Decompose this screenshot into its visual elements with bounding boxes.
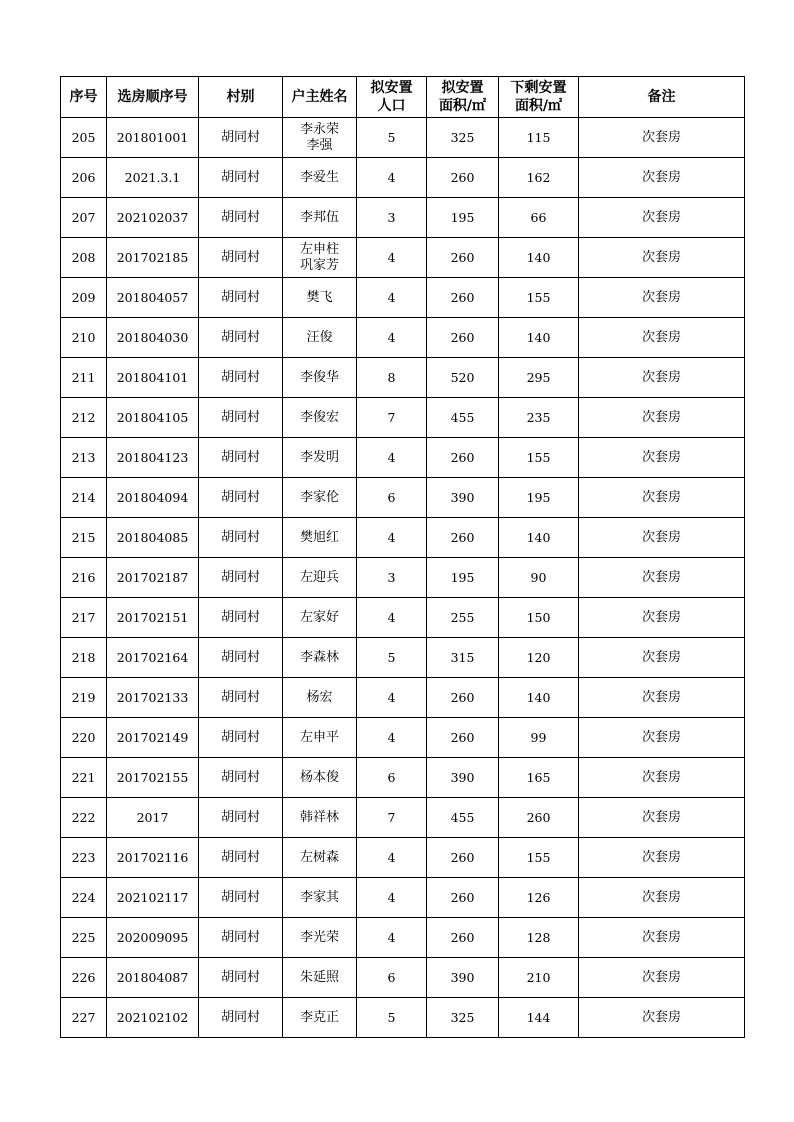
cell-name <box>283 118 357 158</box>
cell-order: 202009095 <box>107 918 199 958</box>
table-row <box>61 958 745 998</box>
cell-village: 胡同村 <box>199 518 283 558</box>
table-row <box>61 398 745 438</box>
cell-area: 260 <box>427 278 499 318</box>
cell-people: 5 <box>357 118 427 158</box>
cell-people: 4 <box>357 518 427 558</box>
header-no <box>61 77 107 118</box>
header-remain-line: 下剩安置 <box>510 80 567 96</box>
table-body <box>61 118 745 1038</box>
cell-village: 胡同村 <box>199 598 283 638</box>
cell-name <box>283 758 357 798</box>
cell-village: 胡同村 <box>199 678 283 718</box>
cell-note: 次套房 <box>579 318 745 358</box>
table-row <box>61 558 745 598</box>
cell-order: 201702185 <box>107 238 199 278</box>
cell-area: 260 <box>427 318 499 358</box>
cell-order: 201804094 <box>107 478 199 518</box>
table-row <box>61 118 745 158</box>
cell-name <box>283 478 357 518</box>
cell-no: 223 <box>61 838 107 878</box>
cell-note: 次套房 <box>579 638 745 678</box>
cell-name-line: 李爱生 <box>299 169 339 185</box>
table-header <box>61 77 745 118</box>
cell-people: 4 <box>357 318 427 358</box>
cell-name <box>283 278 357 318</box>
cell-order: 202102037 <box>107 198 199 238</box>
cell-no: 207 <box>61 198 107 238</box>
cell-area: 260 <box>427 838 499 878</box>
cell-people: 4 <box>357 718 427 758</box>
cell-note: 次套房 <box>579 598 745 638</box>
table-row <box>61 718 745 758</box>
cell-area: 260 <box>427 678 499 718</box>
cell-no: 213 <box>61 438 107 478</box>
cell-remain: 144 <box>499 998 579 1038</box>
cell-area: 260 <box>427 718 499 758</box>
cell-remain: 126 <box>499 878 579 918</box>
table-row <box>61 798 745 838</box>
cell-note: 次套房 <box>579 398 745 438</box>
cell-village: 胡同村 <box>199 918 283 958</box>
cell-order: 201804101 <box>107 358 199 398</box>
cell-no: 226 <box>61 958 107 998</box>
cell-name-line: 李强 <box>306 137 333 153</box>
cell-people: 3 <box>357 558 427 598</box>
cell-people: 5 <box>357 998 427 1038</box>
cell-people: 3 <box>357 198 427 238</box>
cell-no: 225 <box>61 918 107 958</box>
cell-order: 201804085 <box>107 518 199 558</box>
cell-order: 201804087 <box>107 958 199 998</box>
cell-order: 201702116 <box>107 838 199 878</box>
cell-note: 次套房 <box>579 558 745 598</box>
cell-area: 195 <box>427 198 499 238</box>
cell-people: 6 <box>357 958 427 998</box>
cell-remain: 66 <box>499 198 579 238</box>
header-no-line: 序号 <box>69 89 98 105</box>
cell-no: 215 <box>61 518 107 558</box>
cell-village: 胡同村 <box>199 998 283 1038</box>
cell-village: 胡同村 <box>199 358 283 398</box>
cell-area: 260 <box>427 158 499 198</box>
table-row <box>61 598 745 638</box>
cell-name <box>283 958 357 998</box>
cell-people: 4 <box>357 838 427 878</box>
cell-remain: 150 <box>499 598 579 638</box>
header-note-line: 备注 <box>647 89 676 105</box>
cell-area: 260 <box>427 238 499 278</box>
header-name-line: 户主姓名 <box>291 89 348 105</box>
cell-note: 次套房 <box>579 278 745 318</box>
cell-no: 227 <box>61 998 107 1038</box>
cell-name-line: 左树森 <box>299 849 339 865</box>
cell-no: 209 <box>61 278 107 318</box>
header-row <box>61 77 745 118</box>
cell-order: 201702164 <box>107 638 199 678</box>
cell-people: 6 <box>357 758 427 798</box>
cell-area: 260 <box>427 878 499 918</box>
cell-no: 210 <box>61 318 107 358</box>
cell-name <box>283 158 357 198</box>
cell-people: 4 <box>357 238 427 278</box>
cell-remain: 162 <box>499 158 579 198</box>
cell-village: 胡同村 <box>199 398 283 438</box>
cell-name-line: 樊飞 <box>306 289 333 305</box>
cell-people: 4 <box>357 278 427 318</box>
cell-village: 胡同村 <box>199 878 283 918</box>
cell-name <box>283 598 357 638</box>
cell-name-line: 朱延照 <box>299 969 339 985</box>
cell-name-line: 汪俊 <box>306 329 333 345</box>
table-row <box>61 158 745 198</box>
cell-note: 次套房 <box>579 518 745 558</box>
cell-no: 219 <box>61 678 107 718</box>
cell-village: 胡同村 <box>199 638 283 678</box>
cell-people: 8 <box>357 358 427 398</box>
cell-order: 201702187 <box>107 558 199 598</box>
header-people-line: 人口 <box>377 98 406 114</box>
cell-remain: 295 <box>499 358 579 398</box>
table-row <box>61 478 745 518</box>
cell-village: 胡同村 <box>199 718 283 758</box>
table-row <box>61 638 745 678</box>
cell-village: 胡同村 <box>199 958 283 998</box>
resettlement-table <box>60 76 745 1038</box>
cell-name <box>283 238 357 278</box>
cell-people: 4 <box>357 918 427 958</box>
header-order-line: 选房顺序号 <box>117 89 188 105</box>
cell-village: 胡同村 <box>199 238 283 278</box>
cell-note: 次套房 <box>579 998 745 1038</box>
cell-name-line: 李俊华 <box>299 369 339 385</box>
cell-no: 222 <box>61 798 107 838</box>
table-row <box>61 758 745 798</box>
cell-name <box>283 518 357 558</box>
cell-note: 次套房 <box>579 478 745 518</box>
cell-remain: 140 <box>499 518 579 558</box>
cell-village: 胡同村 <box>199 758 283 798</box>
cell-remain: 195 <box>499 478 579 518</box>
cell-no: 216 <box>61 558 107 598</box>
cell-name-line: 李森林 <box>299 649 339 665</box>
cell-remain: 165 <box>499 758 579 798</box>
cell-remain: 120 <box>499 638 579 678</box>
table-row <box>61 438 745 478</box>
cell-remain: 140 <box>499 678 579 718</box>
cell-village: 胡同村 <box>199 838 283 878</box>
cell-name-line: 左申平 <box>299 729 339 745</box>
cell-area: 455 <box>427 798 499 838</box>
cell-order: 2021.3.1 <box>107 158 199 198</box>
cell-name <box>283 678 357 718</box>
cell-area: 390 <box>427 478 499 518</box>
cell-order: 201804057 <box>107 278 199 318</box>
cell-village: 胡同村 <box>199 558 283 598</box>
cell-note: 次套房 <box>579 118 745 158</box>
cell-area: 260 <box>427 518 499 558</box>
cell-name <box>283 878 357 918</box>
table-row <box>61 918 745 958</box>
cell-area: 255 <box>427 598 499 638</box>
cell-name <box>283 798 357 838</box>
cell-people: 4 <box>357 678 427 718</box>
cell-name-line: 樊旭红 <box>299 529 339 545</box>
cell-no: 221 <box>61 758 107 798</box>
cell-order: 201804123 <box>107 438 199 478</box>
cell-area: 390 <box>427 758 499 798</box>
cell-remain: 115 <box>499 118 579 158</box>
cell-name <box>283 558 357 598</box>
cell-order: 201804105 <box>107 398 199 438</box>
cell-no: 208 <box>61 238 107 278</box>
header-village-line: 村别 <box>226 89 255 105</box>
cell-name-line: 李俊宏 <box>299 409 339 425</box>
cell-people: 5 <box>357 638 427 678</box>
cell-area: 325 <box>427 118 499 158</box>
cell-people: 6 <box>357 478 427 518</box>
cell-no: 217 <box>61 598 107 638</box>
cell-note: 次套房 <box>579 798 745 838</box>
cell-order: 201801001 <box>107 118 199 158</box>
cell-name-line: 李邦伍 <box>299 209 339 225</box>
cell-order: 202102117 <box>107 878 199 918</box>
cell-remain: 235 <box>499 398 579 438</box>
cell-name-line: 韩祥林 <box>299 809 339 825</box>
table-row <box>61 238 745 278</box>
cell-note: 次套房 <box>579 358 745 398</box>
cell-no: 220 <box>61 718 107 758</box>
cell-name-line: 杨宏 <box>306 689 333 705</box>
cell-no: 224 <box>61 878 107 918</box>
cell-name-line: 李克正 <box>299 1009 339 1025</box>
cell-remain: 99 <box>499 718 579 758</box>
cell-village: 胡同村 <box>199 438 283 478</box>
header-remain-line: 面积/㎡ <box>514 98 563 114</box>
cell-remain: 140 <box>499 238 579 278</box>
header-order <box>107 77 199 118</box>
cell-name-line: 左家好 <box>299 609 339 625</box>
cell-order: 201702155 <box>107 758 199 798</box>
cell-note: 次套房 <box>579 438 745 478</box>
cell-no: 218 <box>61 638 107 678</box>
table-row <box>61 278 745 318</box>
table-row <box>61 838 745 878</box>
cell-no: 212 <box>61 398 107 438</box>
cell-note: 次套房 <box>579 158 745 198</box>
cell-no: 206 <box>61 158 107 198</box>
cell-name <box>283 398 357 438</box>
cell-remain: 128 <box>499 918 579 958</box>
cell-people: 7 <box>357 798 427 838</box>
cell-order: 2017 <box>107 798 199 838</box>
cell-note: 次套房 <box>579 238 745 278</box>
cell-note: 次套房 <box>579 838 745 878</box>
cell-name <box>283 998 357 1038</box>
table-row <box>61 998 745 1038</box>
cell-order: 202102102 <box>107 998 199 1038</box>
cell-people: 7 <box>357 398 427 438</box>
cell-area: 390 <box>427 958 499 998</box>
header-area-line: 拟安置 <box>441 80 484 96</box>
header-village <box>199 77 283 118</box>
header-name <box>283 77 357 118</box>
cell-village: 胡同村 <box>199 158 283 198</box>
cell-area: 520 <box>427 358 499 398</box>
cell-area: 195 <box>427 558 499 598</box>
cell-name <box>283 438 357 478</box>
cell-note: 次套房 <box>579 878 745 918</box>
cell-name-line: 巩家芳 <box>299 257 339 273</box>
header-area <box>427 77 499 118</box>
cell-note: 次套房 <box>579 718 745 758</box>
cell-order: 201804030 <box>107 318 199 358</box>
cell-note: 次套房 <box>579 958 745 998</box>
cell-remain: 260 <box>499 798 579 838</box>
table-row <box>61 358 745 398</box>
cell-name <box>283 838 357 878</box>
cell-remain: 155 <box>499 838 579 878</box>
cell-area: 455 <box>427 398 499 438</box>
cell-name <box>283 918 357 958</box>
cell-note: 次套房 <box>579 918 745 958</box>
cell-remain: 155 <box>499 278 579 318</box>
cell-name-line: 左迎兵 <box>299 569 339 585</box>
cell-order: 201702149 <box>107 718 199 758</box>
cell-name-line: 李家其 <box>299 889 339 905</box>
cell-people: 4 <box>357 878 427 918</box>
cell-village: 胡同村 <box>199 798 283 838</box>
table-row <box>61 198 745 238</box>
cell-no: 214 <box>61 478 107 518</box>
cell-village: 胡同村 <box>199 278 283 318</box>
cell-no: 205 <box>61 118 107 158</box>
cell-note: 次套房 <box>579 678 745 718</box>
cell-village: 胡同村 <box>199 478 283 518</box>
cell-name <box>283 318 357 358</box>
cell-remain: 90 <box>499 558 579 598</box>
table-row <box>61 518 745 558</box>
cell-note: 次套房 <box>579 758 745 798</box>
cell-name-line: 左申柱 <box>299 241 339 257</box>
table-row <box>61 318 745 358</box>
cell-remain: 140 <box>499 318 579 358</box>
cell-village: 胡同村 <box>199 198 283 238</box>
header-area-line: 面积/㎡ <box>438 98 487 114</box>
cell-order: 201702133 <box>107 678 199 718</box>
cell-people: 4 <box>357 158 427 198</box>
header-people <box>357 77 427 118</box>
header-people-line: 拟安置 <box>370 80 413 96</box>
cell-name-line: 李发明 <box>299 449 339 465</box>
cell-name-line: 李光荣 <box>299 929 339 945</box>
cell-name <box>283 718 357 758</box>
cell-area: 260 <box>427 438 499 478</box>
cell-people: 4 <box>357 598 427 638</box>
table-row <box>61 678 745 718</box>
cell-name-line: 李永荣 <box>299 121 339 137</box>
cell-area: 315 <box>427 638 499 678</box>
cell-village: 胡同村 <box>199 118 283 158</box>
cell-order: 201702151 <box>107 598 199 638</box>
cell-name-line: 杨本俊 <box>299 769 339 785</box>
table-row <box>61 878 745 918</box>
cell-name <box>283 638 357 678</box>
cell-note: 次套房 <box>579 198 745 238</box>
cell-remain: 155 <box>499 438 579 478</box>
cell-village: 胡同村 <box>199 318 283 358</box>
cell-name-line: 李家伦 <box>299 489 339 505</box>
cell-area: 325 <box>427 998 499 1038</box>
cell-area: 260 <box>427 918 499 958</box>
cell-people: 4 <box>357 438 427 478</box>
cell-name <box>283 198 357 238</box>
header-remain <box>499 77 579 118</box>
header-note <box>579 77 745 118</box>
cell-remain: 210 <box>499 958 579 998</box>
cell-no: 211 <box>61 358 107 398</box>
cell-name <box>283 358 357 398</box>
